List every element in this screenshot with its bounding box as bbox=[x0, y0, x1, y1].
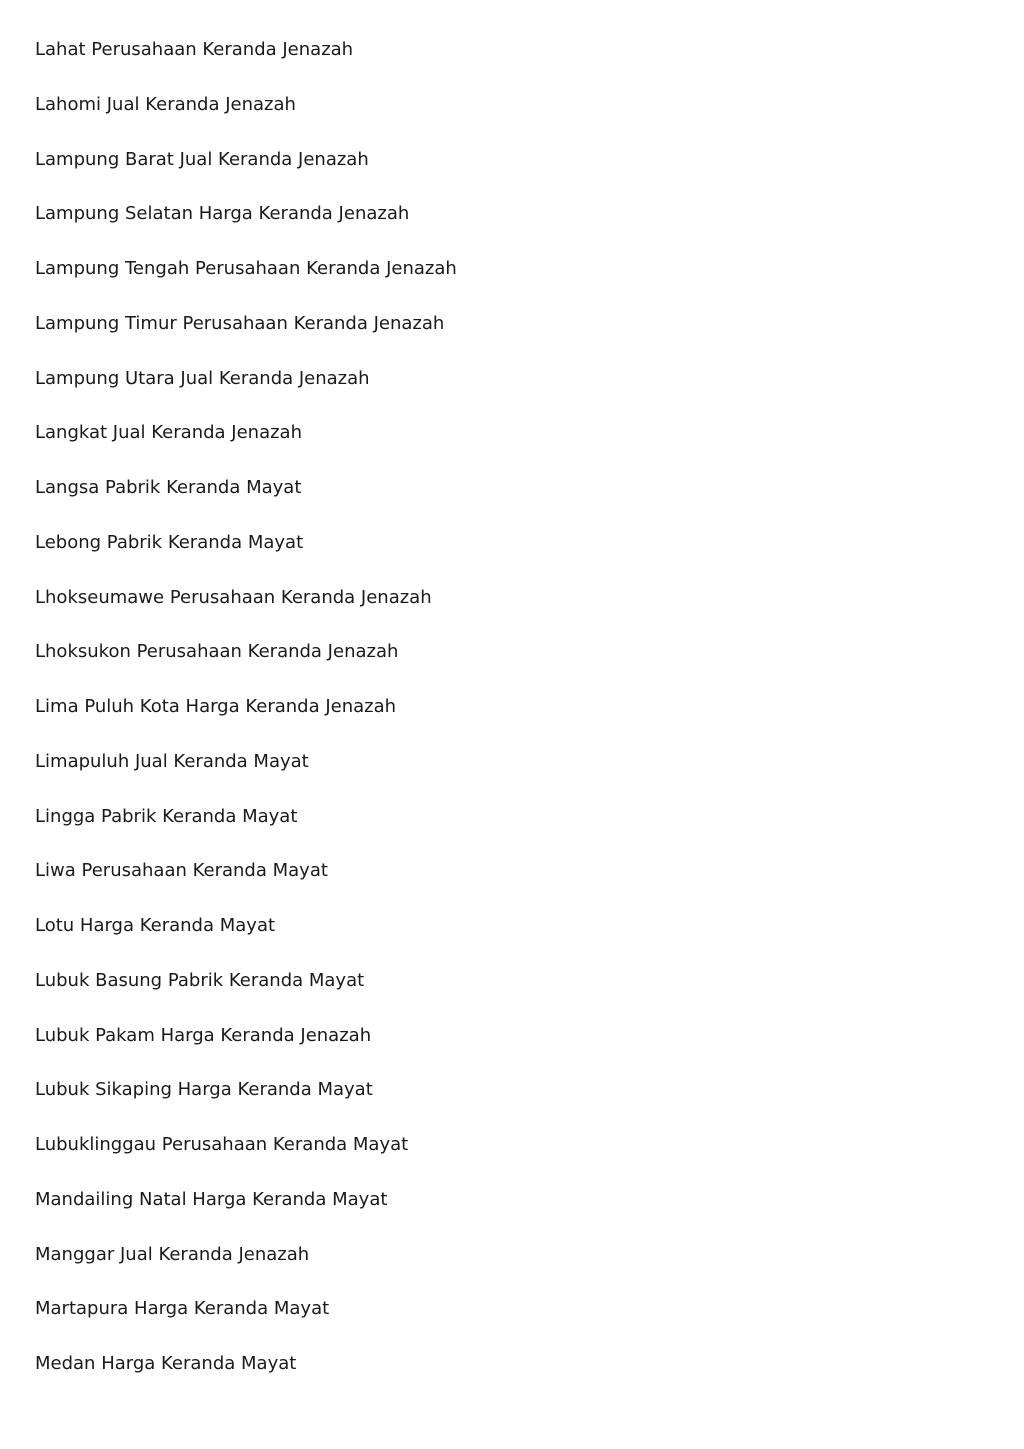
list-item: Lubuklinggau Perusahaan Keranda Mayat bbox=[35, 1134, 409, 1155]
list-item: Lampung Selatan Harga Keranda Jenazah bbox=[35, 203, 410, 225]
list-item: Lampung Tengah Perusahaan Keranda Jenazah bbox=[35, 258, 457, 279]
list-item: Lampung Timur Perusahaan Keranda Jenazah bbox=[35, 312, 445, 334]
list-item: Manggar Jual Keranda Jenazah bbox=[35, 1243, 310, 1265]
list-item: Langsa Pabrik Keranda Mayat bbox=[35, 477, 302, 498]
list-item: Lubuk Pakam Harga Keranda Jenazah bbox=[35, 1024, 372, 1046]
list-item: Medan Harga Keranda Mayat bbox=[35, 1353, 297, 1374]
list-item: Lotu Harga Keranda Mayat bbox=[35, 915, 276, 936]
list-item: Lhokseumawe Perusahaan Keranda Jenazah bbox=[35, 586, 432, 608]
list-item: Lhoksukon Perusahaan Keranda Jenazah bbox=[35, 641, 399, 663]
list-item: Lingga Pabrik Keranda Mayat bbox=[35, 805, 298, 827]
list-item: Limapuluh Jual Keranda Mayat bbox=[35, 750, 309, 772]
list-item: Martapura Harga Keranda Mayat bbox=[35, 1298, 330, 1320]
list-item: Langkat Jual Keranda Jenazah bbox=[35, 422, 302, 444]
list-item: Lubuk Basung Pabrik Keranda Mayat bbox=[35, 969, 365, 991]
entry-list bbox=[35, 36, 457, 1405]
list-item: Lubuk Sikaping Harga Keranda Mayat bbox=[35, 1079, 373, 1101]
list-item: Liwa Perusahaan Keranda Mayat bbox=[35, 860, 328, 882]
list-item: Lampung Barat Jual Keranda Jenazah bbox=[35, 148, 369, 170]
list-item: Lampung Utara Jual Keranda Jenazah bbox=[35, 367, 370, 389]
list-item: Lahat Perusahaan Keranda Jenazah bbox=[35, 39, 354, 60]
list-item: Lebong Pabrik Keranda Mayat bbox=[35, 531, 304, 553]
list-item: Mandailing Natal Harga Keranda Mayat bbox=[35, 1188, 388, 1210]
list-item: Lima Puluh Kota Harga Keranda Jenazah bbox=[35, 696, 397, 717]
list-item: Lahomi Jual Keranda Jenazah bbox=[35, 93, 296, 115]
